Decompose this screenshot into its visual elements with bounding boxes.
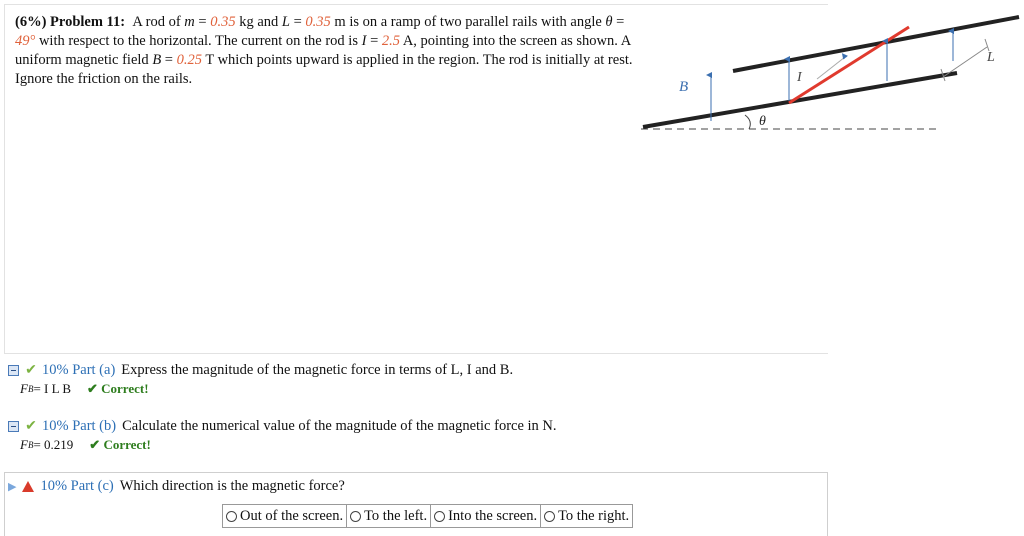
expand-arrow-icon[interactable]: ▶ [8, 480, 17, 493]
answer-subscript: B [27, 384, 34, 394]
problem-text-2: kg and [235, 14, 282, 30]
part-b-prompt: Calculate the numerical value of the magnitude of the magnetic force in N. [122, 417, 557, 434]
equals: = [289, 14, 306, 30]
angle-arc [745, 115, 750, 129]
answer-value: = I L B [33, 381, 71, 396]
option-label: Out of the screen. [240, 507, 344, 524]
correct-status: ✔ Correct! [89, 437, 151, 452]
equals: = [612, 14, 625, 30]
part-a-header [8, 360, 513, 380]
radio-button[interactable] [544, 511, 555, 522]
part-b [8, 416, 557, 454]
part-c-prompt: Which direction is the magnetic force? [119, 477, 345, 494]
value-mass: 0.35 [210, 14, 236, 30]
answer-subscript: B [27, 440, 34, 450]
upper-rail [733, 17, 1019, 71]
radio-button[interactable] [226, 511, 237, 522]
equals: = [366, 33, 382, 49]
problem-header: (6%) Problem 11: [15, 14, 126, 30]
collapse-icon[interactable] [8, 365, 19, 376]
answer-symbol: F [20, 381, 28, 396]
correct-status: ✔ Correct! [87, 381, 149, 396]
length-indicator [943, 47, 987, 77]
part-a [8, 360, 513, 398]
value-length: 0.35 [305, 14, 331, 30]
label-L: L [987, 50, 995, 65]
part-a-prompt: Express the magnitude of the magnetic force in terms of L, I and B. [121, 361, 514, 378]
radio-button[interactable] [350, 511, 361, 522]
radio-button[interactable] [434, 511, 445, 522]
symbol-theta: θ [605, 14, 613, 30]
part-a-label: 10% Part (a) [42, 361, 116, 378]
label-B: B [679, 79, 689, 95]
option-out-of-screen[interactable] [223, 505, 347, 527]
value-current: 2.5 [381, 33, 401, 49]
option-label: Into the screen. [448, 507, 538, 524]
part-c-label: 10% Part (c) [40, 477, 114, 494]
part-c [8, 476, 345, 496]
part-a-answer [20, 380, 513, 398]
option-to-left[interactable] [347, 505, 431, 527]
direction-options [222, 504, 633, 528]
problem-statement [15, 13, 635, 89]
equals: = [161, 52, 177, 68]
equals: = [194, 14, 211, 30]
answer-symbol: F [20, 437, 28, 452]
checkmark-icon: ✔ [25, 362, 37, 378]
part-b-answer [20, 436, 557, 454]
part-b-label: 10% Part (b) [42, 417, 117, 434]
option-label: To the left. [364, 507, 428, 524]
option-label: To the right. [558, 507, 630, 524]
collapse-icon[interactable] [8, 421, 19, 432]
warning-icon [22, 481, 34, 492]
problem-panel [4, 4, 995, 354]
option-to-right[interactable] [541, 505, 632, 527]
part-b-header [8, 416, 557, 436]
value-angle: 49° [15, 33, 36, 49]
option-into-screen[interactable] [431, 505, 541, 527]
part-c-header [8, 476, 345, 496]
label-theta: θ [759, 114, 766, 129]
symbol-I: I [361, 33, 367, 49]
symbol-L: L [281, 14, 290, 30]
problem-text-5: A, pointing into the screen as shown. A uniform magnetic field [15, 33, 631, 68]
problem-text-6: T which points upward is applied in the region. The rod is initially at rest. Ignore the friction on the rails. [15, 52, 633, 87]
value-field: 0.25 [176, 52, 202, 68]
problem-text-4: with respect to the horizontal. The current on the rod is [35, 33, 362, 49]
problem-text-3: m is on a ramp of two parallel rails with angle [330, 14, 606, 30]
answer-value: = 0.219 [33, 437, 74, 452]
label-I: I [797, 70, 802, 85]
symbol-B: B [152, 52, 162, 68]
ramp-diagram [641, 11, 1024, 141]
symbol-m: m [184, 14, 195, 30]
checkmark-icon: ✔ [25, 418, 37, 434]
problem-text-1: A rod of [132, 14, 181, 30]
